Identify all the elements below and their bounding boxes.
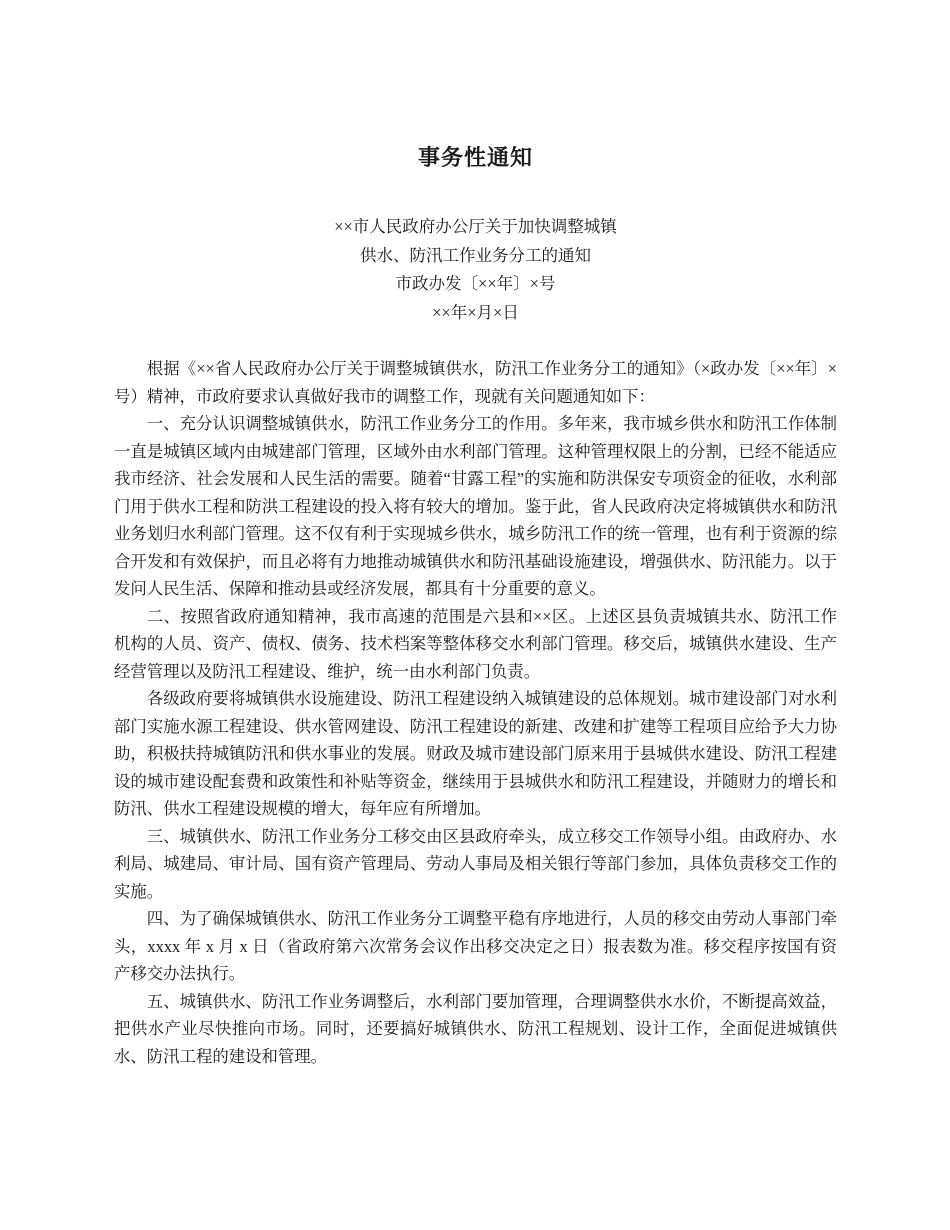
document-subtitle-line: 供水、防汛工作业务分工的通知 bbox=[360, 245, 591, 265]
document-body bbox=[114, 355, 837, 1070]
body-paragraph: 三、城镇供水、防汛工作业务分工移交由区县政府牵头，成立移交工作领导小组。由政府办、水利局、城建局、审计局、国有资产管理局、劳动人事局及相关银行等部门参加，具体负责移交工作的实施。 bbox=[114, 826, 837, 901]
body-paragraph: 根据《××省人民政府办公厅关于调整城镇供水，防汛工作业务分工的通知》（×政办发〔××年〕×号）精神，市政府要求认真做好我市的调整工作，现就有关问题通知如下： bbox=[114, 359, 837, 406]
document-subtitle-line: ××市人民政府办公厅关于加快调整城镇 bbox=[334, 217, 617, 236]
body-paragraph: 各级政府要将城镇供水设施建设、防汛工程建设纳入城镇建设的总体规划。城市建设部门对水利部门实施水源工程建设、供水管网建设、防汛工程建设的新建、改建和扩建等工程项目应给予大力协助，积极扶持城镇防汛和供水事业的发展。财政及城市建设部门原来用于县城供水建设、防汛工程建设的城市建设配套费和政策性和补贴等资金，继续用于县城供水和防汛工程建设，并随财力的增长和防汛、供水工程建设规模的增大，每年应有所增加。 bbox=[114, 689, 837, 818]
body-paragraph: 二、按照省政府通知精神，我市高速的范围是六县和××区。上述区县负责城镇共水、防汛工作机构的人员、资产、债权、债务、技术档案等整体移交水利部门管理。移交后，城镇供水建设、生产经营管理以及防汛工程建设、维护，统一由水利部门负责。 bbox=[114, 606, 837, 681]
document-title: 事务性通知 bbox=[417, 145, 533, 170]
body-paragraph: 四、为了确保城镇供水、防汛工作业务分工调整平稳有序地进行，人员的移交由劳动人事部门牵头，xxxx 年 x 月 x 日（省政府第六次常务会议作出移交决定之日）报表数为准。移交程序按国有资产移交办法执行。 bbox=[114, 909, 837, 983]
document-subtitle-block bbox=[114, 213, 837, 327]
document-date-line: ××年×月×日 bbox=[432, 302, 519, 322]
body-paragraph: 五、城镇供水、防汛工作业务调整后，水利部门要加管理，合理调整供水水价，不断提高效益，把供水产业尽快推向市场。同时，还要搞好城镇供水、防汛工程规划、设计工作，全面促进城镇供水、防汛工程的建设和管理。 bbox=[114, 991, 837, 1066]
body-paragraph: 一、充分认识调整城镇供水，防汛工作业务分工的作用。多年来，我市城乡供水和防汛工作体制一直是城镇区域内由城建部门管理，区域外由水利部门管理。这种管理权限上的分割，已经不能适应我市经济、社会发展和人民生活的需要。随着“甘露工程”的实施和防洪保安专项资金的征收，水利部门用于供水工程和防洪工程建设的投入将有较大的增加。鉴于此，省人民政府决定将城镇供水和防汛业务划归水利部门管理。这不仅有利于实现城乡供水，城乡防汛工作的统一管理，也有利于资源的综合开发和有效保护，而且必将有力地推动城镇供水和防汛基础设施建设，增强供水、防汛能力。以于发问人民生活、保障和推动县或经济发展，都具有十分重要的意义。 bbox=[114, 414, 837, 598]
document-number-line: 市政办发〔××年〕×号 bbox=[395, 274, 556, 293]
